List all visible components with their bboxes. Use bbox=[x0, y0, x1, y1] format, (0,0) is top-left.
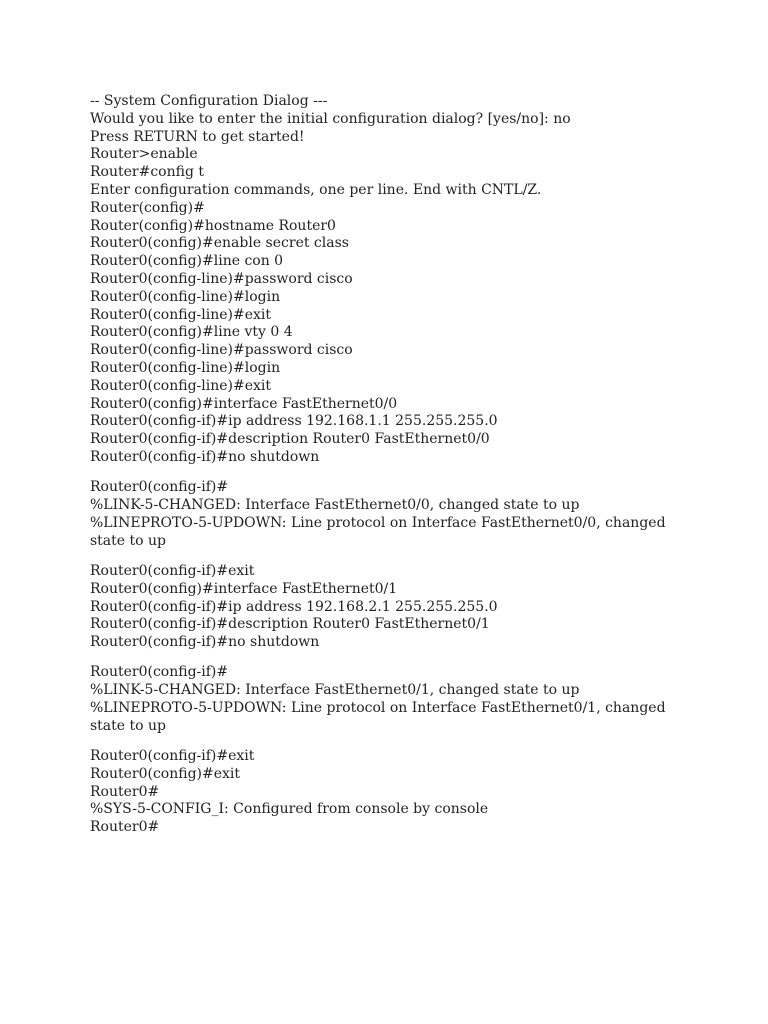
command-line: Router0(config)#interface FastEthernet0/1 bbox=[90, 580, 398, 597]
command-line: Router0(config-if)#ip address 192.168.1.1 255.255.255.0 bbox=[90, 413, 498, 430]
lineproto-status-line: %LINEPROTO-5-UPDOWN: Line protocol on Interface FastEthernet0/0, changed state to up bbox=[90, 514, 666, 549]
command-line: Router0(config)#interface FastEthernet0/0 bbox=[90, 395, 398, 412]
command-line: Router0(config-line)#password cisco bbox=[90, 270, 353, 287]
fa01-status-block bbox=[90, 664, 690, 735]
config-session-block bbox=[90, 93, 690, 467]
dialog-header-line: -- System Configuration Dialog --- bbox=[90, 93, 328, 109]
info-line: Enter configuration commands, one per line. End with CNTL/Z. bbox=[90, 181, 542, 198]
prompt-line: Router0# bbox=[90, 783, 160, 800]
command-line: Router0(config-line)#login bbox=[90, 288, 281, 305]
command-line: Router0(config)#line vty 0 4 bbox=[90, 324, 293, 341]
lineproto-status-line: %LINEPROTO-5-UPDOWN: Line protocol on Interface FastEthernet0/1, changed state to up bbox=[90, 700, 666, 734]
command-line: Router0(config-if)#ip address 192.168.2.1 255.255.255.0 bbox=[90, 598, 498, 615]
link-status-line: %LINK-5-CHANGED: Interface FastEthernet0/1, changed state to up bbox=[90, 682, 580, 699]
command-line: Router(config)# bbox=[90, 199, 205, 216]
command-line: Router0(config)#line con 0 bbox=[90, 253, 284, 270]
prompt-line: Router0(config-if)# bbox=[90, 479, 229, 496]
command-line: Router0(config-if)#no shutdown bbox=[90, 448, 320, 465]
command-line: Router0(config-if)#exit bbox=[90, 562, 255, 579]
sys-config-line: %SYS-5-CONFIG_I: Configured from console by console bbox=[90, 801, 489, 818]
prompt-line: Router0(config-if)# bbox=[90, 664, 229, 681]
command-line: Router0(config)#enable secret class bbox=[90, 235, 349, 252]
command-line: Router0(config)#exit bbox=[90, 765, 241, 782]
command-line: Router(config)#hostname Router0 bbox=[90, 217, 336, 234]
exit-block bbox=[90, 748, 690, 837]
command-line: Router>enable bbox=[90, 146, 198, 163]
console-transcript bbox=[90, 93, 690, 837]
fa01-config-block bbox=[90, 563, 690, 652]
command-line: Router0(config-line)#exit bbox=[90, 306, 272, 323]
fa00-status-block bbox=[90, 479, 690, 550]
command-line: Router0(config-line)#login bbox=[90, 359, 281, 376]
command-line: Router#config t bbox=[90, 164, 204, 181]
command-line: Router0(config-if)#exit bbox=[90, 748, 255, 765]
dialog-question-line: Would you like to enter the initial configuration dialog? [yes/no]: no bbox=[90, 110, 571, 127]
link-status-line: %LINK-5-CHANGED: Interface FastEthernet0/0, changed state to up bbox=[90, 497, 580, 514]
command-line: Router0(config-line)#password cisco bbox=[90, 342, 353, 359]
press-return-line: Press RETURN to get started! bbox=[90, 128, 305, 145]
command-line: Router0(config-if)#description Router0 FastEthernet0/0 bbox=[90, 431, 490, 448]
command-line: Router0(config-if)#no shutdown bbox=[90, 634, 320, 651]
prompt-line: Router0# bbox=[90, 819, 160, 836]
command-line: Router0(config-if)#description Router0 FastEthernet0/1 bbox=[90, 616, 490, 633]
command-line: Router0(config-line)#exit bbox=[90, 377, 272, 394]
